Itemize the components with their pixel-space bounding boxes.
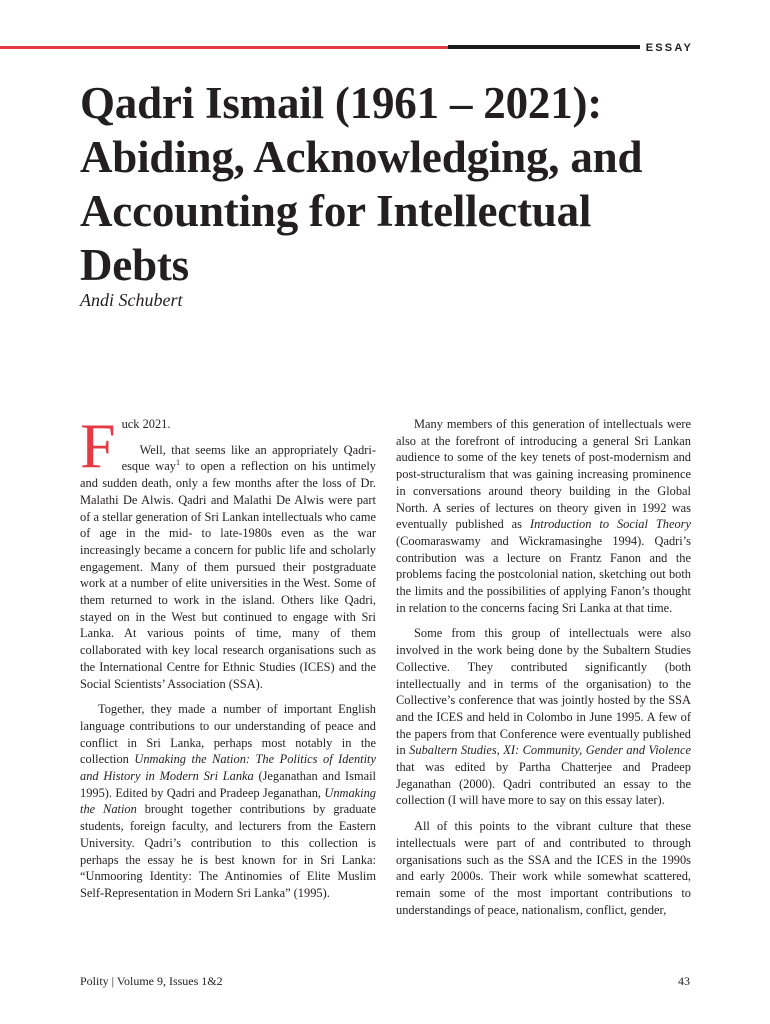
book-title: Introduction to Social Theory [529,517,691,532]
book-title: Unmaking the Nation [80,785,376,817]
article-author: Andi Schubert [80,290,183,310]
paragraph-text: Well, that seems like an appropriately Qadri-esque way [121,442,376,474]
footer-publication: Polity | Volume 9, Issues 1&2 [80,974,223,988]
paragraph-text: Many members of this generation of intellectuals were also at the forefront of introducing a general Sri Lankan audience to some of the key tenets of post-modernism and post-structuralism that was gaining increasing prominence in conversations around theory building in the Global North. A series of lectures on theory given in 1992 was eventually published as [396,417,691,532]
header-rule-red [0,46,448,49]
paragraph-text: that was edited by Partha Chatterjee and Pradeep Jeganathan (2000). Qadri contributed an essay to the collection (I will have more to say on this essay later). [396,760,691,808]
paragraph-text: to open a reflection on his untimely and sudden death, only a few months after the loss of Dr. Malathi De Alwis. Qadri and Malathi De Alwis were part of a stellar generation of Sri Lankan intellectuals who came of age in the mid- to late-1980s even as the war increasingly became a concern for public life and scholarly engagement. Many of them pursued their postgraduate work at a number of elite universities in the West. Some of them returned to work in the island. Others like Qadri, stayed on in the West but continued to engage with Sri Lanka. At various points of time, many of them collaborated with key local research organisations such as the International Centre for Ethnic Studies (ICES) and the Social Scientists’ Association (SSA). [80,459,377,691]
footnote-marker[interactable]: 1 [175,458,180,468]
body-paragraph [80,701,376,901]
body-paragraph [396,625,691,809]
paragraph-text: (Coomaraswamy and Wickramasinghe 1994). Qadri’s contribution was a lecture on Frantz Fanon and the problems facing the postcolonial nation, sketching out both the limits and the possibilities of applying Fanon’s thought in relation to the concerns facing Sri Lanka at that time. [396,533,691,615]
paragraph-text: (Jeganathan and Ismail 1995). Edited by Qadri and Pradeep Jeganathan, [80,769,376,800]
paragraph-text: Some from this group of intellectuals were also involved in the work being done by the Subaltern Studies Collective. They contributed significantly (both intellectually and in terms of the organisation) to the Collective’s conference that was jointly hosted by the SSA and the ICES and held in Colombo in June 1995. A few of the papers from that Conference were eventually published in [396,626,691,758]
body-paragraph [80,442,376,693]
drop-cap: F [80,410,116,481]
paragraph-text: Together, they made a number of important English language contributions to our understanding of peace and conflict in Sri Lanka, perhaps most notably in the collection [80,702,376,767]
section-label: ESSAY [640,42,693,54]
body-paragraph: All of this points to the vibrant culture that these intellectuals were part of and contributed to through organisations such as the SSA and the ICES in the 1990s and early 2000s. Their work while somewhat scattered, remain some of the most important contributions to understandings of peace, nationalism, conflict, gender, [396,819,691,917]
right-column [396,416,691,918]
opening-line: uck 2021. [121,417,171,431]
book-title: Subaltern Studies, XI: Community, Gender and Violence [409,743,691,758]
left-column [80,410,377,902]
article-title: Qadri Ismail (1961 – 2021): Abiding, Acknowledging, and Accounting for Intellectual Debts [80,78,643,290]
paragraph-text: brought together contributions by graduate students, foreign faculty, and lecturers from the Eastern University. Qadri’s contribution to this collection is perhaps the essay he is best known for in Sri Lanka: “Unmooring Identity: The Antinomies of Elite Muslim Self-Representation in Modern Sri Lanka” (1995). [80,802,376,900]
body-paragraph [396,416,691,616]
page-number: 43 [678,974,690,988]
book-title: Unmaking the Nation: The Politics of Identity and History in Modern Sri Lanka [80,752,376,784]
